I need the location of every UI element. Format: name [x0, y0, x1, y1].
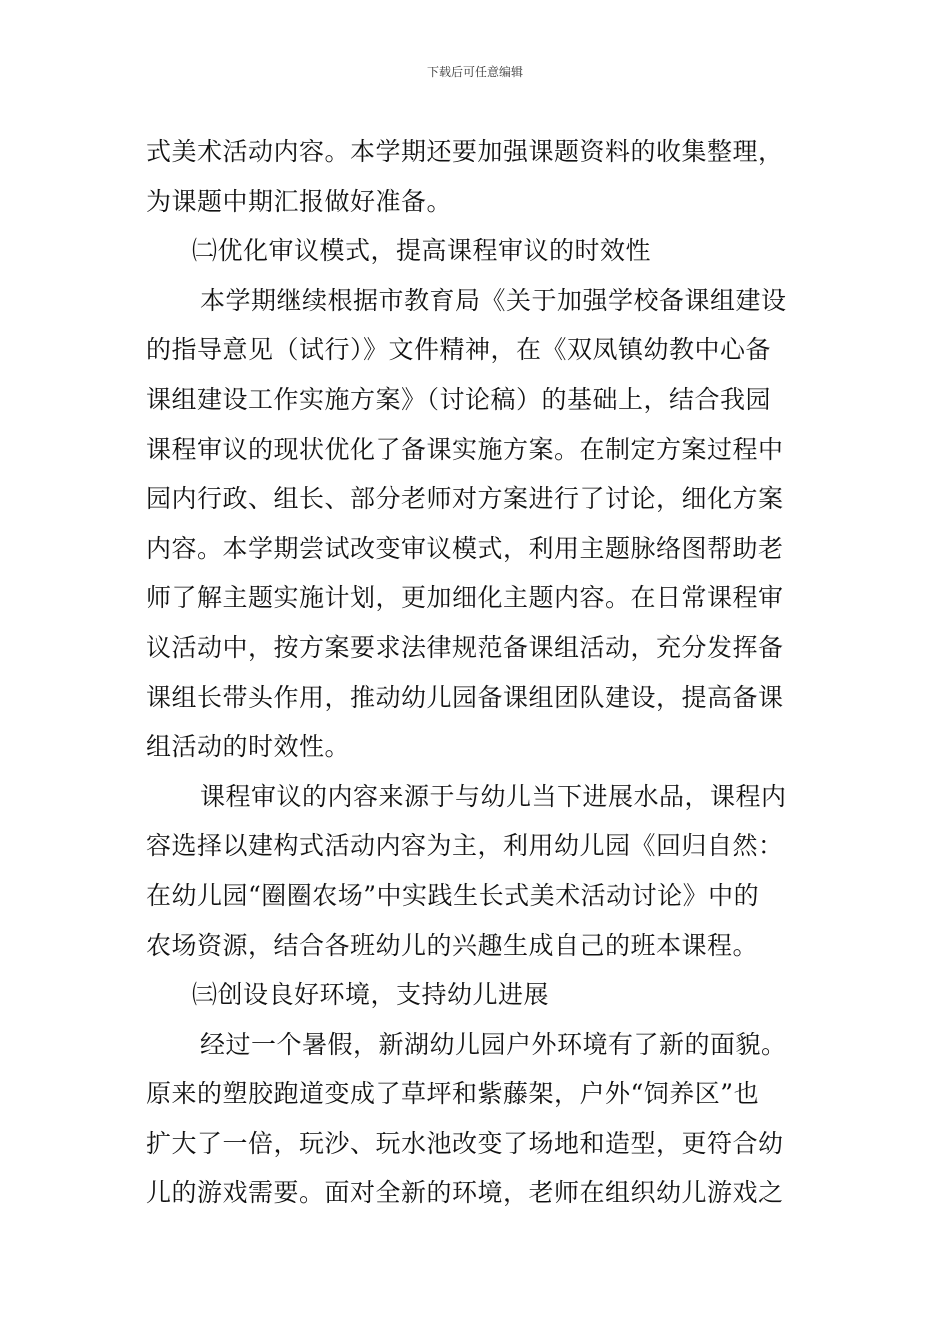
body-line: 组活动的时效性。 [146, 732, 351, 762]
page-header-note: 下载后可任意编辑 [426, 65, 523, 79]
body-line: 儿的游戏需要。面对全新的环境，老师在组织幼儿游戏之 [146, 1178, 784, 1208]
body-line: 园内行政、组长、部分老师对方案进行了讨论，细化方案 [146, 484, 784, 514]
section-heading-2: ㈡优化审议模式，提高课程审议的时效性 [192, 236, 652, 266]
body-line: 农场资源，结合各班幼儿的兴趣生成自己的班本课程。 [146, 930, 759, 960]
document-body [146, 127, 806, 1218]
body-line: 课程审议的现状优化了备课实施方案。在制定方案过程中 [146, 434, 784, 464]
body-line: 的指导意见（试行）》文件精神，在《双凤镇幼教中心备 [146, 335, 772, 365]
body-line: 扩大了一倍，玩沙、玩水池改变了场地和造型，更符合幼 [146, 1128, 784, 1158]
body-line: 师了解主题实施计划，更加细化主题内容。在日常课程审 [146, 583, 784, 613]
body-line: 原来的塑胶跑道变成了草坪和紫藤架，户外“饲养区”也 [146, 1079, 760, 1109]
body-line: 课组长带头作用，推动幼儿园备课组团队建设，提高备课 [146, 682, 784, 712]
body-line: 在幼儿园“圈圈农场”中实践生长式美术活动讨论》中的 [146, 880, 760, 910]
section-heading-3: ㈢创设良好环境，支持幼儿进展 [192, 980, 550, 1010]
body-line: 内容。本学期尝试改变审议模式，利用主题脉络图帮助老 [146, 533, 784, 563]
paragraph-start: 本学期继续根据市教育局《关于加强学校备课组建设 [200, 285, 787, 315]
body-line: 容选择以建构式活动内容为主，利用幼儿园《回归自然： [146, 831, 784, 861]
body-line: 为课题中期汇报做好准备。 [146, 186, 453, 216]
paragraph-start: 经过一个暑假，新湖幼儿园户外环境有了新的面貌。 [200, 1029, 787, 1059]
body-line: 式美术活动内容。本学期还要加强课题资料的收集整理， [146, 137, 784, 166]
paragraph-start: 课程审议的内容来源于与幼儿当下进展水品，课程内 [200, 781, 787, 811]
body-line: 议活动中，按方案要求法律规范备课组活动，充分发挥备 [146, 632, 784, 662]
body-line: 课组建设工作实施方案》（讨论稿）的基础上，结合我园 [146, 384, 772, 414]
